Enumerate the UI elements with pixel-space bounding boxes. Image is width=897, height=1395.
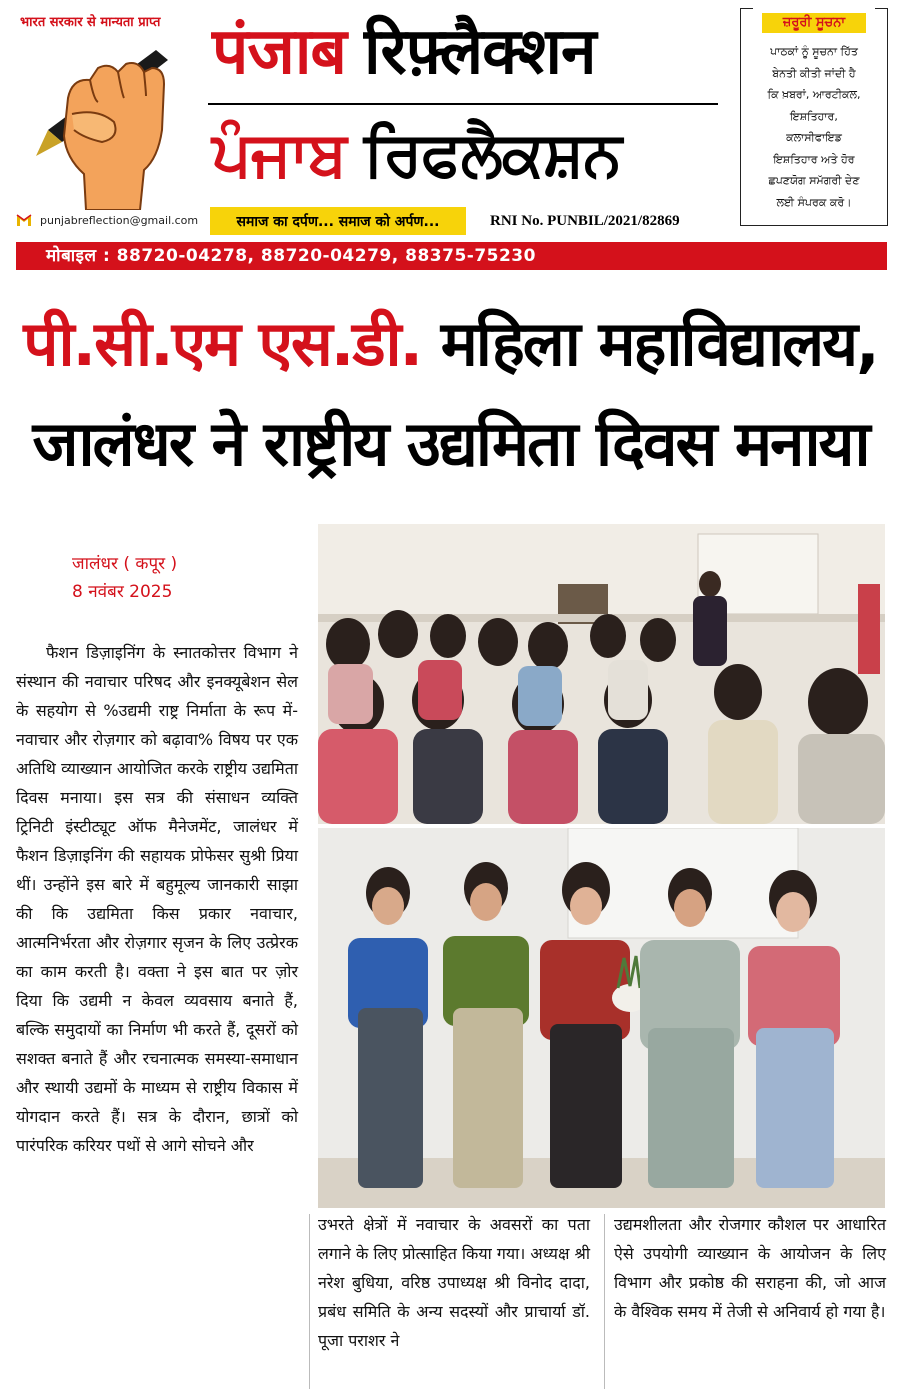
column-divider [604, 1214, 605, 1389]
gmail-icon [16, 214, 32, 227]
notice-line: ਛਪਣਯੋਗ ਸਮੱਗਰੀ ਦੇਣ [768, 174, 860, 187]
important-notice-box [740, 8, 888, 226]
notice-line: ਇਸ਼ਤਿਹਾਰ, [790, 109, 838, 123]
title-hindi [212, 10, 722, 94]
title-hindi-reflection: रिफ़्लैक्शन [363, 15, 596, 89]
notice-line: ਕਲਾਸੀਫਾਇਡ [786, 131, 842, 144]
article-paragraph: फैशन डिज़ाइनिंग के स्नातकोत्तर विभाग ने संस्थान की नवाचार परिषद और इनक्यूबेशन सेल के सहयोग से %उद्यमी राष्ट्र निर्माता के रूप में- नवाचार और रोज़गार को बढ़ावा% विषय पर एक अतिथि व्याख्यान आयोजित करके राष्ट्रीय उद्यमिता दिवस मनाया। इस सत्र की संसाधन व्यक्ति ट्रिनिटी इंस्टीट्यूट ऑफ मैनेजमेंट, जालंधर में फैशन डिज़ाइनिंग की सहायक प्रोफेसर सुश्री प्रिया थीं। उन्होंने इस बारे में बहुमूल्य जानकारी साझा की कि उद्यमिता किस प्रकार नवाचार, आत्मनिर्भरता और रोज़गार सृजन के लिए उत्प्रेरक का काम करती है। वक्ता ने इस बात पर ज़ोर दिया कि उद्यमी न केवल व्यवसाय बनाते हैं, बल्कि समुदायों का निर्माण भी करते हैं, दूसरों को सशक्त बनाते हैं और रचनात्मक समस्या-समाधान और स्थायी उद्यमों के माध्यम से राष्ट्रीय विकास में योगदान करते हैं। सत्र के दौरान, छात्रों को पारंपरिक करियर पथों से आगे सोचने और [16, 643, 298, 1155]
title-punjabi-reflection: ਰਿਫਲੈਕਸ਼ਨ [363, 117, 622, 190]
rni-number: RNI No. PUNBIL/2021/82869 [490, 213, 680, 229]
mobile-numbers-bar: मोबाइल : 88720-04278, 88720-04279, 88375-75230 [16, 242, 887, 270]
article-column-2: उभरते क्षेत्रों में नवाचार के अवसरों का पता लगाने के लिए प्रोत्साहित किया गया। अध्यक्ष श्री नरेश बुधिया, वरिष्ठ उपाध्यक्ष श्री विनोद दादा, प्रबंध समिति के अन्य सदस्यों और प्राचार्या डॉ. पूजा पराशर ने [318, 1215, 590, 1350]
fist-pen-logo-icon [28, 38, 188, 210]
headline-college-name: महिला महाविद्यालय, [440, 307, 878, 380]
masthead [0, 0, 897, 240]
dateline-date: 8 नवंबर 2025 [72, 582, 173, 602]
headline-line-1 [14, 294, 887, 394]
lecture-photo [318, 524, 885, 824]
notice-line: ਲਈ ਸੰਪਰਕ ਕਰੋ। [776, 195, 852, 209]
title-punjabi-punjab: ਪੰਜਾਬ [212, 117, 346, 190]
title-punjabi [212, 108, 722, 200]
dateline-place: जालंधर ( कपूर ) [72, 554, 178, 574]
column-divider [309, 1214, 310, 1389]
notice-line: ਕਿ ਖ਼ਬਰਾਂ, ਆਰਟੀਕਲ, [767, 88, 861, 101]
slogan-banner: समाज का दर्पण... समाज को अर्पण... [210, 207, 466, 235]
notice-body [747, 41, 881, 213]
article-column-3: उद्यमशीलता और रोजगार कौशल पर आधारित ऐसे उपयोगी व्याख्यान के आयोजन के लिए विभाग और प्रकोष्ठ की सराहना की, जो आज के वैश्विक समय में तेजी से अनिवार्य हो गया है। [614, 1215, 886, 1321]
title-divider [208, 103, 718, 105]
gov-recognition-tag: भारत सरकार से मान्यता प्राप्त [20, 15, 161, 30]
headline-line-2: जालंधर ने राष्ट्रीय उद्यमिता दिवस मनाया [32, 407, 869, 480]
article-column-1 [16, 638, 298, 1160]
email-row [16, 214, 198, 227]
group-photo [318, 828, 885, 1208]
notice-line: ਬੇਨਤੀ ਕੀਤੀ ਜਾਂਦੀ ਹੈ [772, 66, 856, 80]
notice-line: ਇਸ਼ਤਿਹਾਰ ਅਤੇ ਹੋਰ [773, 152, 855, 166]
notice-line: ਪਾਠਕਾਂ ਨੂੰ ਸੂਚਨਾ ਹਿੱਤ [770, 45, 858, 58]
headline-college-abbrev: पी.सी.एम एस.डी. [23, 307, 422, 380]
dateline [72, 550, 177, 606]
title-hindi-punjab: पंजाब [212, 15, 346, 89]
email-address: punjabreflection@gmail.com [40, 214, 199, 227]
notice-heading: ਜ਼ਰੂਰੀ ਸੂਚਨਾ [762, 13, 866, 33]
article-headline [14, 294, 887, 494]
